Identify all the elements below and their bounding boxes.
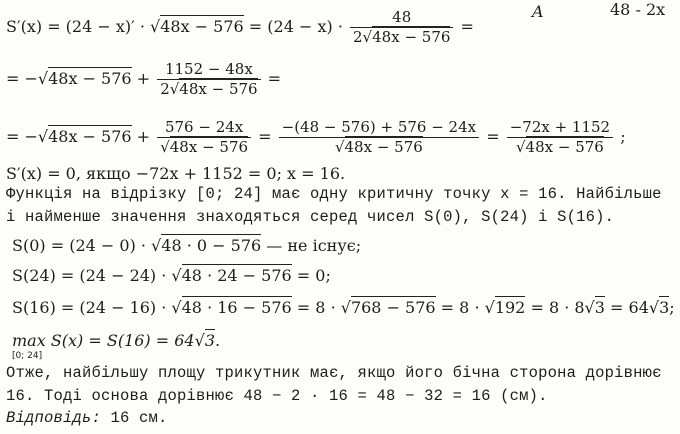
critical-point-equation: S′(x) = 0, якщо −72x + 1152 = 0; x = 16. <box>6 164 346 183</box>
derivative-line-3: = −√48x − 576 + $\frac{576 - 24x}{√48x - 576}$ = $\frac{-(48 - 576) + 576 - 24x}{√48x - 576}$ = $\frac{-72x + 1152}{√48x - 576}$ ; <box>6 118 626 156</box>
header-expression: 48 - 2x <box>610 0 666 19</box>
answer-label: Відповідь: <box>6 409 102 427</box>
maximum-line: max S(x) = S(16) = 64√3. <box>12 331 221 350</box>
maximum-interval-subscript: [0; 24] <box>12 351 43 361</box>
conclusion-text-2: 16. Тоді основа дорівнює 48 − 2 · 16 = 48 − 32 = 16 (см). <box>6 387 548 405</box>
fraction-2: $\frac{1152 - 48x}{2√48x - 576}$ <box>157 62 260 97</box>
s-of-0-line: S(0) = (24 − 0) · √48 · 0 − 576 — не існує; <box>12 236 362 255</box>
interval-text: Функція на відрізку [0; 24] має одну критичну точку x = 16. Найбільше <box>6 185 662 203</box>
answer-value: 16 см. <box>101 409 168 427</box>
fraction-3b: $\frac{-(48 - 576) + 576 - 24x}{√48x - 576}$ <box>279 120 479 155</box>
derivative-line-1: S′(x) = (24 − x)′ · √48x − 576 = (24 − x) · $\frac{48}{2√48x - 576}$ = <box>6 8 474 46</box>
fraction-1: $\frac{48}{2√48x - 576}$ <box>350 10 453 45</box>
derivative-line-2: = −√48x − 576 + $\frac{1152 - 48x}{2√48x - 576}$ = <box>6 60 282 98</box>
s-of-16-line: S(16) = (24 − 16) · √48 · 16 − 576 = 8 · √768 − 576 = 8 · √192 = 8 · 8√3 = 64√3; <box>12 298 675 317</box>
s-of-24-line: S(24) = (24 − 24) · √48 · 24 − 576 = 0; <box>12 266 331 285</box>
answer-line <box>6 411 168 427</box>
fraction-3a: $\frac{576 - 24x}{√48x - 576}$ <box>157 120 251 155</box>
header-label-a: A <box>532 2 544 21</box>
conclusion-text-1: Отже, найбільшу площу трикутник має, якщо його бічна сторона дорівнює <box>6 364 662 382</box>
fraction-3c: $\frac{-72x + 1152}{√48x - 576}$ <box>507 120 613 155</box>
candidates-text: і найменше значення знаходяться серед чисел S(0), S(24) і S(16). <box>6 208 615 226</box>
